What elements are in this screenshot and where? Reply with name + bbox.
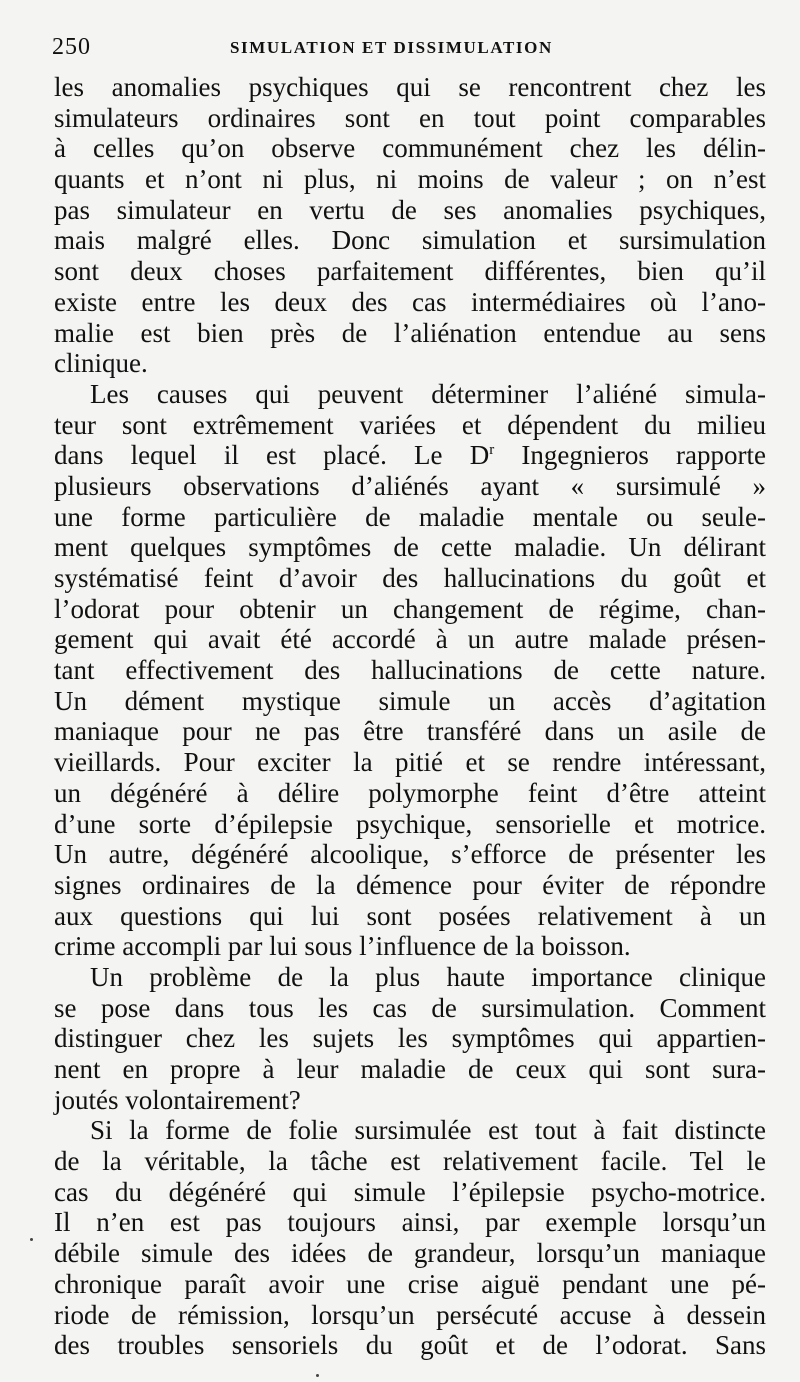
text-line: tant effectivement des hallucinations de cette nature.	[54, 655, 766, 686]
text-line: Il n’en est pas toujours ainsi, par exemple lorsqu’un	[54, 1207, 766, 1238]
text-line: cas du dégénéré qui simule l’épilepsie psycho-motrice.	[54, 1176, 766, 1207]
text-line: quants et n’ont ni plus, ni moins de valeur ; on n’est	[54, 164, 766, 195]
text-line: Si la forme de folie sursimulée est tout à fait distincte	[90, 1115, 766, 1146]
text-line: pas simulateur en vertu de ses anomalies psychiques,	[54, 194, 766, 225]
text-line: simulateurs ordinaires sont en tout point comparables	[54, 102, 766, 133]
text-line: joutés volontairement?	[54, 1084, 301, 1115]
body-text	[54, 72, 766, 1361]
text-line: clinique.	[54, 348, 148, 379]
text-line: malie est bien près de l’aliénation entendue au sens	[54, 317, 766, 348]
text-line: l’odorat pour obtenir un changement de régime, chan-	[54, 593, 766, 624]
text-line: de la véritable, la tâche est relativement facile. Tel le	[54, 1146, 766, 1177]
text-line: crime accompli par lui sous l’influence de la boisson.	[54, 931, 631, 962]
text-line: débile simule des idées de grandeur, lorsqu’un maniaque	[54, 1238, 766, 1269]
running-title: SIMULATION ET DISSIMULATION	[230, 38, 553, 57]
text-line: à celles qu’on observe communément chez les délin-	[54, 133, 766, 164]
text-line: riode de rémission, lorsqu’un persécuté accuse à dessein	[54, 1299, 766, 1330]
text-line: existe entre les deux des cas intermédiaires où l’ano-	[54, 286, 766, 317]
text-line: signes ordinaires de la démence pour éviter de répondre	[54, 869, 766, 900]
text-line: maniaque pour ne pas être transféré dans un asile de	[54, 716, 766, 747]
page-header	[52, 34, 760, 64]
text-line: teur sont extrêmement variées et dépendent du milieu	[54, 409, 766, 440]
text-line: ment quelques symptômes de cette maladie. Un délirant	[54, 532, 766, 563]
text-line: chronique paraît avoir une crise aiguë pendant une pé-	[54, 1268, 766, 1299]
text-fragment: Ingegnieros rapporte	[494, 440, 766, 471]
text-line: systématisé feint d’avoir des hallucinations du goût et	[54, 563, 766, 593]
text-fragment: dans lequel il est placé. Le D	[54, 440, 490, 471]
text-line: un dégénéré à délire polymorphe feint d’être atteint	[54, 777, 766, 808]
text-line: sont deux choses parfaitement différentes, bien qu’il	[54, 256, 766, 287]
text-line: vieillards. Pour exciter la pitié et se rendre intéressant,	[54, 747, 766, 778]
text-line: Un autre, dégénéré alcoolique, s’efforce de présenter les	[54, 839, 766, 870]
text-line: se pose dans tous les cas de sursimulation. Comment	[54, 992, 766, 1023]
text-line: Un dément mystique simule un accès d’agitation	[54, 685, 766, 716]
superscript: r	[489, 442, 495, 459]
text-line: distinguer chez les sujets les symptômes qui appartien-	[54, 1023, 766, 1054]
text-line: aux questions qui lui sont posées relativement à un	[54, 900, 766, 931]
text-line: d’une sorte d’épilepsie psychique, sensorielle et motrice.	[54, 808, 766, 839]
text-line: les anomalies psychiques qui se rencontrent chez les	[54, 72, 766, 102]
print-speck	[316, 1374, 319, 1377]
text-line: nent en propre à leur maladie de ceux qui sont sura-	[54, 1054, 766, 1084]
text-line-with-superscript	[54, 440, 766, 471]
text-line: mais malgré elles. Donc simulation et sursimulation	[54, 225, 766, 256]
page-number: 250	[52, 34, 91, 60]
text-line: Les causes qui peuvent déterminer l’aliéné simula-	[90, 378, 766, 409]
print-speck	[30, 1238, 33, 1241]
text-line: gement qui avait été accordé à un autre malade présen-	[54, 624, 766, 655]
text-line: plusieurs observations d’aliénés ayant « sursimulé »	[54, 470, 766, 501]
text-line: Un problème de la plus haute importance clinique	[90, 961, 766, 992]
text-line: des troubles sensoriels du goût et de l’odorat. Sans	[54, 1330, 766, 1361]
text-line: une forme particulière de maladie mentale ou seule-	[54, 501, 766, 532]
